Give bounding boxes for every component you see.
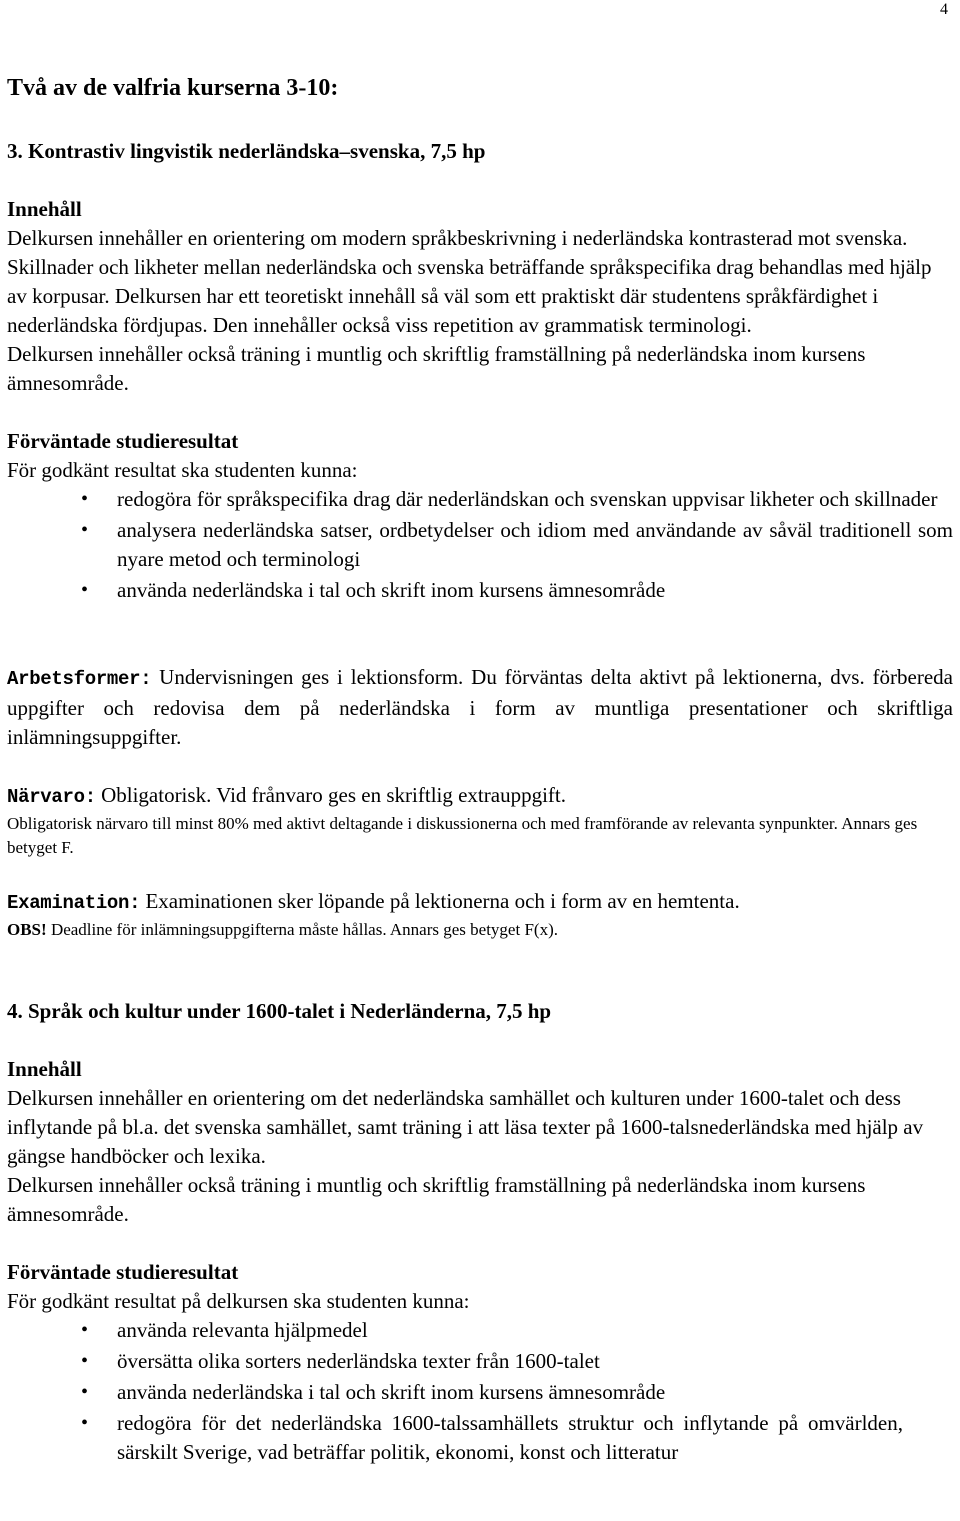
course-3-attendance-note: Obligatorisk närvaro till minst 80% med aktivt deltagande i diskussionerna och med framförande av relevanta synpunkter. Annars ges betyget F. (7, 814, 918, 857)
course-3-content-block (7, 195, 953, 398)
course-3-outcomes-block (7, 427, 953, 605)
bullet-icon: • (81, 488, 89, 510)
course-4-content-block (7, 1055, 953, 1229)
course-4-title: 4. Språk och kultur under 1600-talet i Nederländerna, 7,5 hp (7, 999, 552, 1023)
course-4-section (7, 997, 953, 1467)
course-4-outcomes-heading: Förväntade studieresultat (7, 1260, 239, 1284)
document-page (7, 0, 953, 1469)
course-3-section (7, 137, 953, 942)
document-title: Två av de valfria kurserna 3-10: (7, 75, 339, 101)
page-number: 4 (940, 1, 948, 18)
course-4-content-heading: Innehåll (7, 1057, 82, 1081)
bullet-icon: • (81, 1319, 89, 1341)
course-3-content-paragraph-2: Delkursen innehåller också träning i muntlig och skriftlig framställning på nederländska inom kursens ämnesområde. (7, 342, 866, 395)
course-3-examination (7, 887, 953, 918)
obs-text: Deadline för inlämningsuppgifterna måste hållas. Annars ges betyget F(x). (46, 920, 558, 939)
course-3-content-paragraph-1: Delkursen innehåller en orientering om modern språkbeskrivning i nederländska kontrasterad mot svenska. Skillnader och likheter mellan nederländska och svenska beträffande språkspecifika drag behandlas med hjälp av korpusar. Delkursen har ett teoretiskt innehåll så väl som ett praktiskt där studentens språkfärdighet i nederländska fördjupas. Den innehåller också viss repetition av grammatisk terminologi. (7, 226, 932, 337)
list-item: • analysera nederländska satser, ordbetydelser och idiom med användande av såväl traditionell som nyare metod och terminologi (81, 518, 953, 571)
list-item: • redogöra för det nederländska 1600-talssamhällets struktur och inflytande på omvärlden, särskilt Sverige, vad beträffar politik, ekonomi, konst och litteratur (81, 1411, 903, 1464)
obs-label: OBS! (7, 920, 47, 939)
list-item: • använda nederländska i tal och skrift inom kursens ämnesområde (117, 1378, 903, 1407)
work-forms-label: Arbetsformer: (7, 668, 152, 690)
list-item: • redogöra för språkspecifika drag där nederländskan och svenskan uppvisar likheter och skillnader (117, 485, 953, 514)
course-3-outcomes-heading: Förväntade studieresultat (7, 429, 239, 453)
attendance-label: Närvaro: (7, 786, 96, 808)
course-4-outcomes-intro: För godkänt resultat på delkursen ska studenten kunna: (7, 1289, 470, 1313)
list-item: • använda relevanta hjälpmedel (117, 1316, 903, 1345)
bullet-icon: • (81, 519, 89, 541)
attendance-text: Obligatorisk. Vid frånvaro ges en skriftlig extrauppgift. (95, 783, 566, 807)
course-3-work-forms (7, 663, 953, 752)
examination-text: Examinationen sker löpande på lektionerna och i form av en hemtenta. (140, 889, 740, 913)
examination-label: Examination: (7, 892, 141, 914)
bullet-icon: • (81, 1350, 89, 1372)
bullet-icon: • (81, 1412, 89, 1434)
course-3-outcomes-intro: För godkänt resultat ska studenten kunna: (7, 458, 358, 482)
bullet-icon: • (81, 579, 89, 601)
course-4-content-paragraph-1: Delkursen innehåller en orientering om det nederländska samhället och kulturen under 1600-talet och dess inflytande på bl.a. det svenska samhället, samt träning i att läsa texter på 1600-talsnederländska med hjälp av gängse handböcker och lexika. (7, 1086, 924, 1168)
course-4-content-paragraph-2: Delkursen innehåller också träning i muntlig och skriftlig framställning på nederländska inom kursens ämnesområde. (7, 1173, 866, 1226)
course-4-outcomes-block (7, 1258, 953, 1467)
course-3-title: 3. Kontrastiv lingvistik nederländska–svenska, 7,5 hp (7, 139, 486, 163)
list-item: • översätta olika sorters nederländska texter från 1600-talet (117, 1347, 903, 1376)
course-3-content-heading: Innehåll (7, 197, 82, 221)
course-4-outcomes-list (7, 1316, 953, 1467)
course-3-attendance (7, 781, 953, 812)
work-forms-text: Undervisningen ges i lektionsform. Du förväntas delta aktivt på lektionerna, dvs. förbereda uppgifter och redovisa dem på nederländska i form av muntliga presentationer och skriftliga inlämningsuppgifter. (7, 665, 953, 749)
bullet-icon: • (81, 1381, 89, 1403)
course-3-obs-note (7, 918, 953, 942)
course-3-outcomes-list (7, 485, 953, 605)
list-item: • använda nederländska i tal och skrift inom kursens ämnesområde (117, 576, 953, 605)
